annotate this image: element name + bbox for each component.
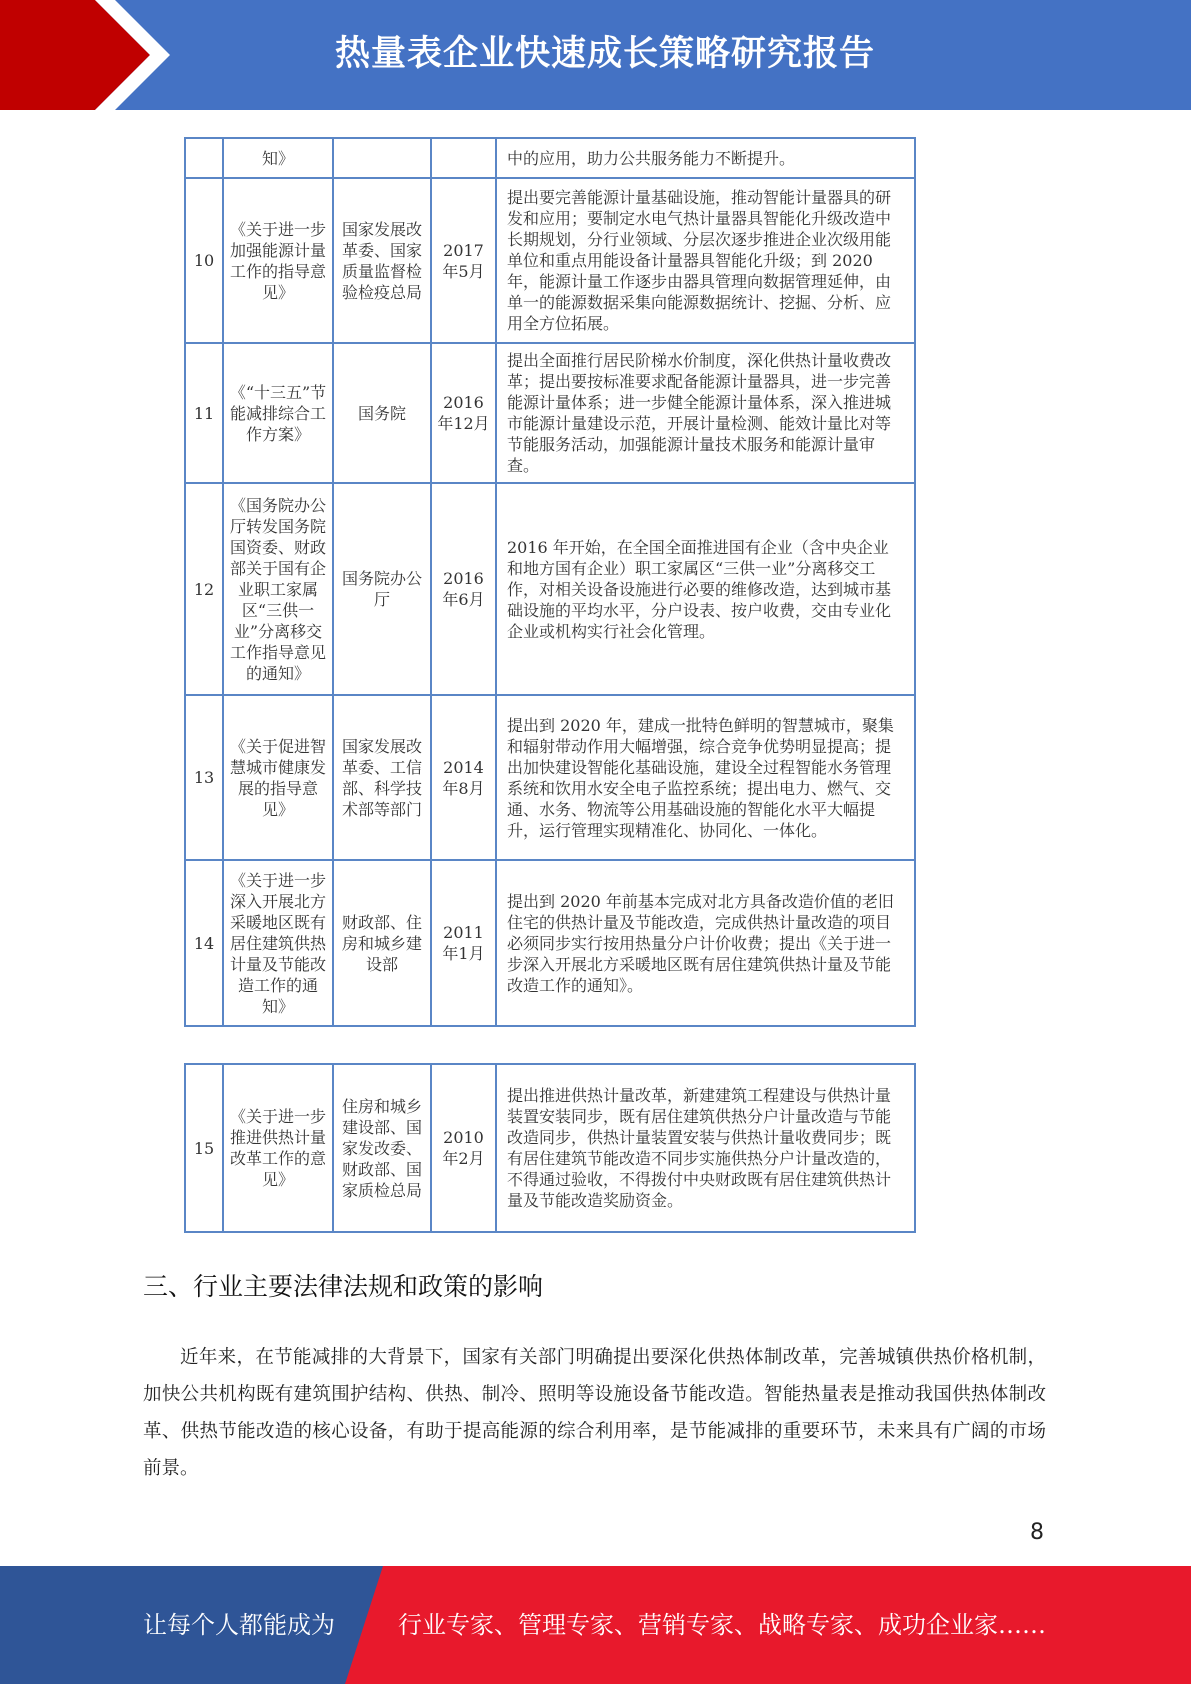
policy-name: 《关于进一步推进供热计量改革工作的意见》 — [223, 1064, 333, 1232]
page-footer — [0, 1566, 1191, 1684]
policy-table — [184, 137, 916, 1027]
policy-name: 《关于进一步加强能源计量工作的指导意见》 — [223, 178, 333, 343]
policy-name: 《关于进一步深入开展北方采暖地区既有居住建筑供热计量及节能改造工作的通知》 — [223, 860, 333, 1026]
policy-content: 提出全面推行居民阶梯水价制度，深化供热计量收费改革；提出要按标准要求配备能源计量器具，进一步完善能源计量体系；进一步健全能源计量体系，深入推进城市能源计量建设示范，开展计量检测、能效计量比对等节能服务活动，加强能源计量技术服务和能源计量审查。 — [496, 343, 915, 483]
policy-name: 知》 — [223, 138, 333, 178]
row-number: 10 — [185, 178, 223, 343]
policy-name: 《国务院办公厅转发国务院国资委、财政部关于国有企业职工家属区“三供一业”分离移交工作指导意见的通知》 — [223, 483, 333, 695]
policy-dept: 国家发展改革委、工信部、科学技术部等部门 — [333, 695, 431, 860]
policy-dept: 国家发展改革委、国家质量监督检验检疫总局 — [333, 178, 431, 343]
policy-name: 《关于促进智慧城市健康发展的指导意见》 — [223, 695, 333, 860]
table-row — [185, 483, 915, 695]
section-heading: 三、行业主要法律法规和政策的影响 — [143, 1272, 544, 1301]
policy-content: 提出推进供热计量改革，新建建筑工程建设与供热计量装置安装同步，既有居住建筑供热分户计量改造与节能改造同步，供热计量装置安装与供热计量收费同步；既有居住建筑节能改造不同步实施供热分户计量改造的，不得通过验收，不得拨付中央财政既有居住建筑供热计量及节能改造奖励资金。 — [496, 1064, 915, 1232]
policy-date — [431, 138, 496, 178]
policy-content: 2016 年开始，在全国全面推进国有企业（含中央企业和地方国有企业）职工家属区“三供一业”分离移交工作，对相关设备设施进行必要的维修改造，达到城市基础设施的平均水平，分户设表、按户收费，交由专业化企业或机构实行社会化管理。 — [496, 483, 915, 695]
row-number: 13 — [185, 695, 223, 860]
policy-content: 中的应用，助力公共服务能力不断提升。 — [496, 138, 915, 178]
policy-content: 提出到 2020 年前基本完成对北方具备改造价值的老旧住宅的供热计量及节能改造，完成供热计量改造的项目必须同步实行按用热量分户计价收费；提出《关于进一步深入开展北方采暖地区既有居住建筑供热计量及节能改造工作的通知》。 — [496, 860, 915, 1026]
policy-date: 2010年2月 — [431, 1064, 496, 1232]
policy-date: 2016年12月 — [431, 343, 496, 483]
table-row — [185, 695, 915, 860]
row-number — [185, 138, 223, 178]
policy-dept — [333, 138, 431, 178]
table-row — [185, 860, 915, 1026]
report-title: 热量表企业快速成长策略研究报告 — [334, 34, 875, 74]
policy-content: 提出到 2020 年，建成一批特色鲜明的智慧城市，聚集和辐射带动作用大幅增强，综合竞争优势明显提高；提出加快建设智能化基础设施，建设全过程智能水务管理系统和饮用水安全电子监控系统；提出电力、燃气、交通、水务、物流等公用基础设施的智能化水平大幅提升，运行管理实现精准化、协同化、一体化。 — [496, 695, 915, 860]
table-row — [185, 178, 915, 343]
policy-date: 2016年6月 — [431, 483, 496, 695]
policy-dept: 财政部、住房和城乡建设部 — [333, 860, 431, 1026]
policy-date: 2011年1月 — [431, 860, 496, 1026]
section-paragraph: 近年来，在节能减排的大背景下，国家有关部门明确提出要深化供热体制改革，完善城镇供热价格机制，加快公共机构既有建筑围护结构、供热、制冷、照明等设施设备节能改造。智能热量表是推动我国供热体制改革、供热节能改造的核心设备，有助于提高能源的综合利用率，是节能减排的重要环节，未来具有广阔的市场前景。 — [143, 1347, 1046, 1479]
table-row — [185, 343, 915, 483]
page-number: 8 — [1030, 1520, 1044, 1545]
policy-dept: 国务院 — [333, 343, 431, 483]
policy-name: 《“十三五”节能减排综合工作方案》 — [223, 343, 333, 483]
policy-date: 2014年8月 — [431, 695, 496, 860]
policy-dept: 国务院办公厅 — [333, 483, 431, 695]
table-row — [185, 1064, 915, 1232]
row-number: 12 — [185, 483, 223, 695]
policy-table-continued — [184, 1063, 916, 1233]
footer-slogan-left: 让每个人都能成为 — [143, 1611, 335, 1639]
policy-date: 2017年5月 — [431, 178, 496, 343]
policy-dept: 住房和城乡建设部、国家发改委、财政部、国家质检总局 — [333, 1064, 431, 1232]
policy-content: 提出要完善能源计量基础设施，推动智能计量器具的研发和应用；要制定水电气热计量器具智能化升级改造中长期规划，分行业领域、分层次逐步推进企业次级用能单位和重点用能设备计量器具智能化升级；到 2020 年，能源计量工作逐步由器具管理向数据管理延伸，由单一的能源数据采集向能源数据统计、挖掘、分析、应用全方位拓展。 — [496, 178, 915, 343]
row-number: 11 — [185, 343, 223, 483]
row-number: 15 — [185, 1064, 223, 1232]
row-number: 14 — [185, 860, 223, 1026]
footer-slogan-right: 行业专家、管理专家、营销专家、战略专家、成功企业家…… — [398, 1611, 1046, 1639]
page-header — [0, 0, 1191, 110]
table-row — [185, 138, 915, 178]
